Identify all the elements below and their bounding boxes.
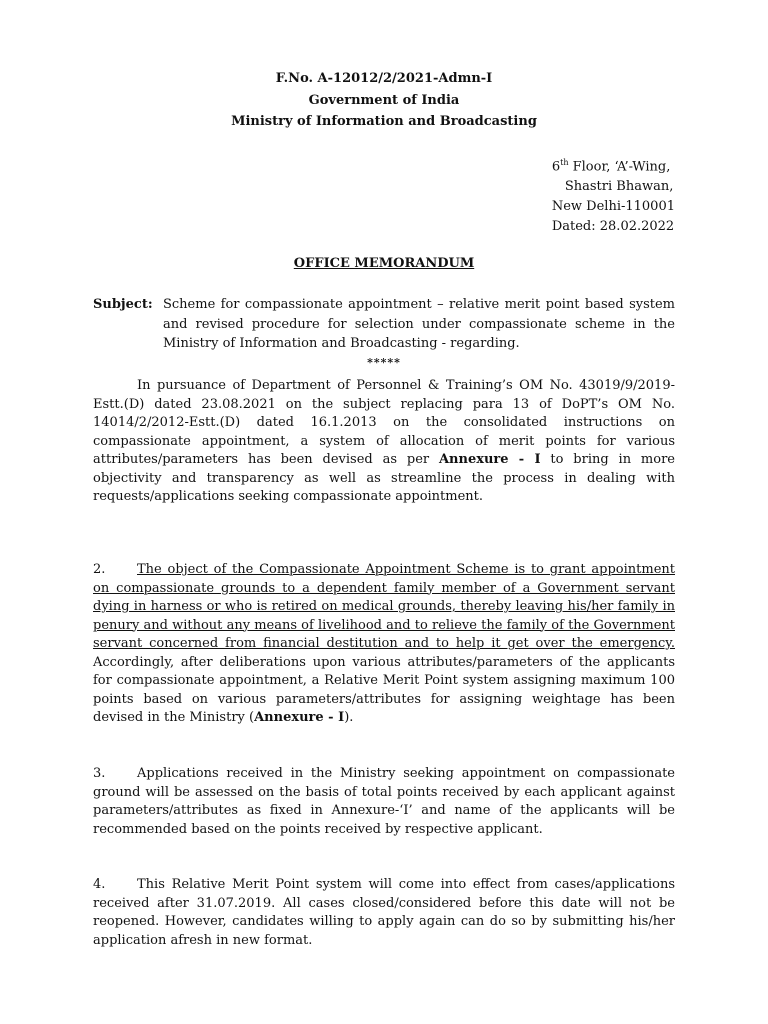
subject-label: Subject: (93, 297, 153, 312)
paragraph-1: In pursuance of Department of Personnel & Training’s OM No. 43019/9/2019-Estt.(D) dated 23.08.2021 on the subject replacing para 13 of DoPT’s OM No. 14014/2/2012-Estt.(D) dated 16.1.2013 on the consolidated instructions on compassionate appointment, a system of allocation of merit points for various attributes/parameters has been devised as per Annexure - I to bring in more objectivity and transparency as well as streamline the process in dealing with requests/applications seeking compassionate appointment. (93, 378, 675, 504)
address-floor: 6th Floor, ‘A’-Wing, (551, 158, 671, 175)
paragraph-4: 4. This Relative Merit Point system will come into effect from cases/applications received after 31.07.2019. All cases closed/considered before this date will not be reopened. However, candidates willing to apply again can do so by submitting his/her application afresh in new format. (93, 877, 675, 948)
government-name: Government of India (308, 93, 460, 108)
paragraph-4-number: 4. (93, 877, 106, 892)
address-building: Shastri Bhawan, (564, 179, 674, 195)
separator: ***** (367, 356, 401, 369)
subject-block (93, 295, 675, 354)
paragraph-3-number: 3. (93, 766, 106, 781)
ministry-name: Ministry of Information and Broadcasting (231, 114, 537, 129)
address-city: New Delhi-110001 (551, 199, 675, 215)
subject-text: Scheme for compassionate appointment – relative merit point based system and revised procedure for selection under compassionate scheme in the Ministry of Information and Broadcasting - regarding. (163, 297, 675, 351)
address-block (552, 153, 675, 237)
memo-date: Dated: 28.02.2022 (551, 219, 675, 235)
paragraph-3: 3. Applications received in the Ministry seeking appointment on compassionate ground will be assessed on the basis of total points received by each applicant against parameters/attributes as fixed in Annexure-‘I’ and name of the applicants will be recommended based on the points received by respective applicant. (93, 766, 675, 837)
paragraph-2-number: 2. (93, 562, 106, 577)
paragraph-2-underlined: The object of the Compassionate Appointment Scheme is to grant appointment on compassionate grounds to a dependent family member of a Government servant dying in harness or who is retired on medical grounds, thereby leaving his/her family in penury and without any means of livelihood and to relieve the family of the Government servant concerned from financial destitution and to help it get over the emergency. (93, 562, 675, 651)
paragraph-2: 2. The object of the Compassionate Appointment Scheme is to grant appointment on compassionate grounds to a dependent family member of a Government servant dying in harness or who is retired on medical grounds, thereby leaving his/her family in penury and without any means of livelihood and to relieve the family of the Government servant concerned from financial destitution and to help it get over the emergency. Accordingly, after deliberations upon various attributes/parameters of the applicants for compassionate appointment, a Relative Merit Point system assigning maximum 100 points based on various parameters/attributes for assigning weightage has been devised in the Ministry (Annexure - I). (93, 562, 675, 725)
file-number: F.No. A-12012/2/2021-Admn-I (275, 71, 493, 86)
memo-title: OFFICE MEMORANDUM (293, 256, 475, 271)
